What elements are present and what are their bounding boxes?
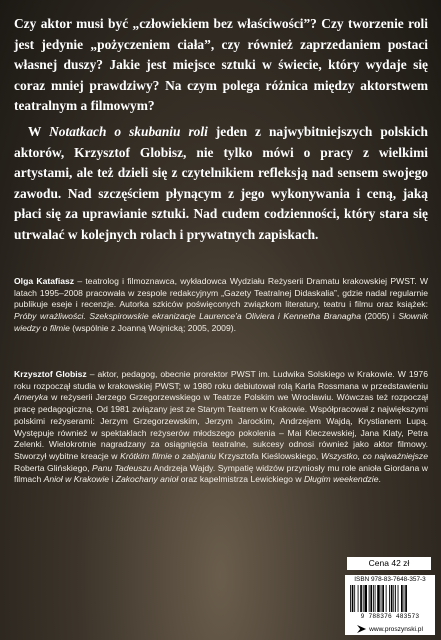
barcode-bar — [389, 585, 390, 612]
bio-text: oraz kapelmistrza Lewickiego w — [178, 474, 304, 485]
bio-work-title: Długim weekendzie — [303, 474, 379, 485]
barcode-bar — [369, 585, 370, 612]
barcode-bar — [381, 585, 382, 612]
bio-text: (2005) i — [360, 311, 399, 322]
barcode-bar — [401, 585, 403, 612]
barcode-bar — [354, 585, 355, 612]
bio-work-title: Panu Tadeuszu — [92, 462, 152, 473]
barcode-bar — [398, 585, 399, 612]
bio-book-title: Próby wrażliwości. Szekspirowskie ekranizacje Laurence’a Oliviera i Kennetha Branagha — [14, 311, 361, 322]
bio-text: – aktor, pedagog, obecnie prorektor PWST im. Ludwika Solskiego w Krakowie. W 1976 roku rozpoczął studia w krakowskiej PWST; w 1980 roku debiutował rolą Karla Rossmana w przedstawieniu — [14, 369, 428, 391]
pitch-rest: jeden z najwybitniejszych polskich aktorów, Krzysztof Globisz, nie tylko mówi o pracy z wielkimi artystami, ale też dzieli się z czytelnikiem refleksją nad sensem swojego zawodu. Nad szczęściem płynącym z jego wykonywania i ceną, jaką płaci się za uprawianie sztuki. Nad cudem codzienności, który stara się utrwalać w kolejnych rolach i prywatnych zapiskach. — [14, 124, 428, 242]
author-bio-katafiasz — [14, 276, 428, 335]
barcode-bar — [404, 585, 405, 612]
barcode-bar — [375, 585, 376, 612]
barcode-bar — [363, 585, 364, 612]
barcode-bar — [364, 585, 367, 612]
bio-book-title: Słownik wiedzy o filmie — [14, 311, 428, 333]
author-bio-globisz — [14, 369, 428, 486]
price-label: Cena 42 zł — [347, 557, 431, 570]
arrow-icon — [357, 625, 366, 633]
pitch-lead: W — [28, 124, 50, 139]
barcode-bar — [386, 585, 387, 612]
bio-text: Krzysztofa Kieślowskiego, — [216, 450, 321, 461]
barcode-bar — [395, 585, 396, 612]
barcode-bar — [382, 585, 384, 612]
barcode — [350, 585, 430, 612]
bio-work-title: Anioł w Krakowie — [43, 474, 110, 485]
barcode-bar — [350, 585, 351, 612]
bio-text: Roberta Glińskiego, — [14, 462, 93, 473]
isbn-number: ISBN 978-83-7648-357-3 — [354, 576, 426, 583]
barcode-bar — [405, 585, 407, 612]
barcode-bar — [352, 585, 354, 612]
bio-text: – teatrolog i filmoznawca, wykładowca Wydziału Reżyserii Dramatu krakowskiej PWST. W latach 1995–2008 pracowała w zespole redakcyjnym „Gazety Teatralnej Didaskalia”, gdzie nadal regularnie publikuje eseje i recenzje. Autorka szkiców poświęconych związkom literatury, teatru i filmu oraz książek: — [14, 276, 428, 310]
barcode-bar — [393, 585, 394, 612]
bio-work-title: Wszystko, co najważniejsze — [320, 450, 428, 461]
bio-work-title: Ameryka — [14, 392, 48, 403]
website-text: www.proszynski.pl — [369, 625, 423, 633]
bio-work-title: Zakochany anioł — [115, 474, 179, 485]
barcode-panel — [345, 575, 435, 635]
intro-questions: Czy aktor musi być „człowiekiem bez właściwości”? Czy tworzenie roli jest jedynie „pożyczeniem ciała”, czy również zaprzedaniem postaci własnej duszy? Jakie jest miejsce sztuki w świecie, który wydaje się coraz mniej prawdziwy? Na czym polega różnica między aktorstwem teatralnym a filmowym? — [14, 16, 428, 113]
publisher-website — [347, 624, 433, 634]
bio-text: . — [378, 474, 381, 485]
bio-text: w reżyserii Jerzego Grzegorzewskiego w Teatrze Polskim we Wrocławiu. Wówczas też rozpoczął pracę pedagogiczną. Od 1981 związany jest ze Starym Teatrem w Krakowie. Współpracował z największymi polskimi reżyserami: Jerzym Grzegorzewskim, Jerzym Jarockim, Andrzejem Wajdą, Krystianem Lupą. Występuje również w spektaklach reżyserów młodszego pokolenia – Mai Kleczewskiej, Jana Klaty, Petra Zelenki. Wielokrotnie nagradzany za osiągnięcia teatralne, sukcesy odnosi również jako aktor filmowy. Stworzył wybitne kreacje w — [14, 392, 428, 461]
bio-work-title: Krótkim filmie o zabijaniu — [120, 450, 217, 461]
barcode-bar — [377, 585, 380, 612]
author-name: Krzysztof Globisz — [14, 369, 87, 379]
barcode-bar — [370, 585, 372, 612]
barcode-bar — [358, 585, 359, 612]
book-description — [14, 122, 428, 245]
bio-text: (wspólnie z Joanną Wojnicką; 2005, 2009). — [69, 322, 236, 333]
book-title: Notatkach o skubaniu roli — [49, 124, 208, 139]
barcode-bar — [391, 585, 393, 612]
barcode-bar — [373, 585, 374, 612]
ean-digits: 9 788376 483573 — [360, 613, 420, 620]
bio-text: Andrzeja Wajdy. Sympatię widzów przyniosły mu role anioła Giordana w filmach — [14, 462, 428, 485]
barcode-bar — [360, 585, 362, 612]
bio-text: i — [109, 474, 116, 485]
author-name: Olga Katafiasz — [14, 276, 75, 286]
